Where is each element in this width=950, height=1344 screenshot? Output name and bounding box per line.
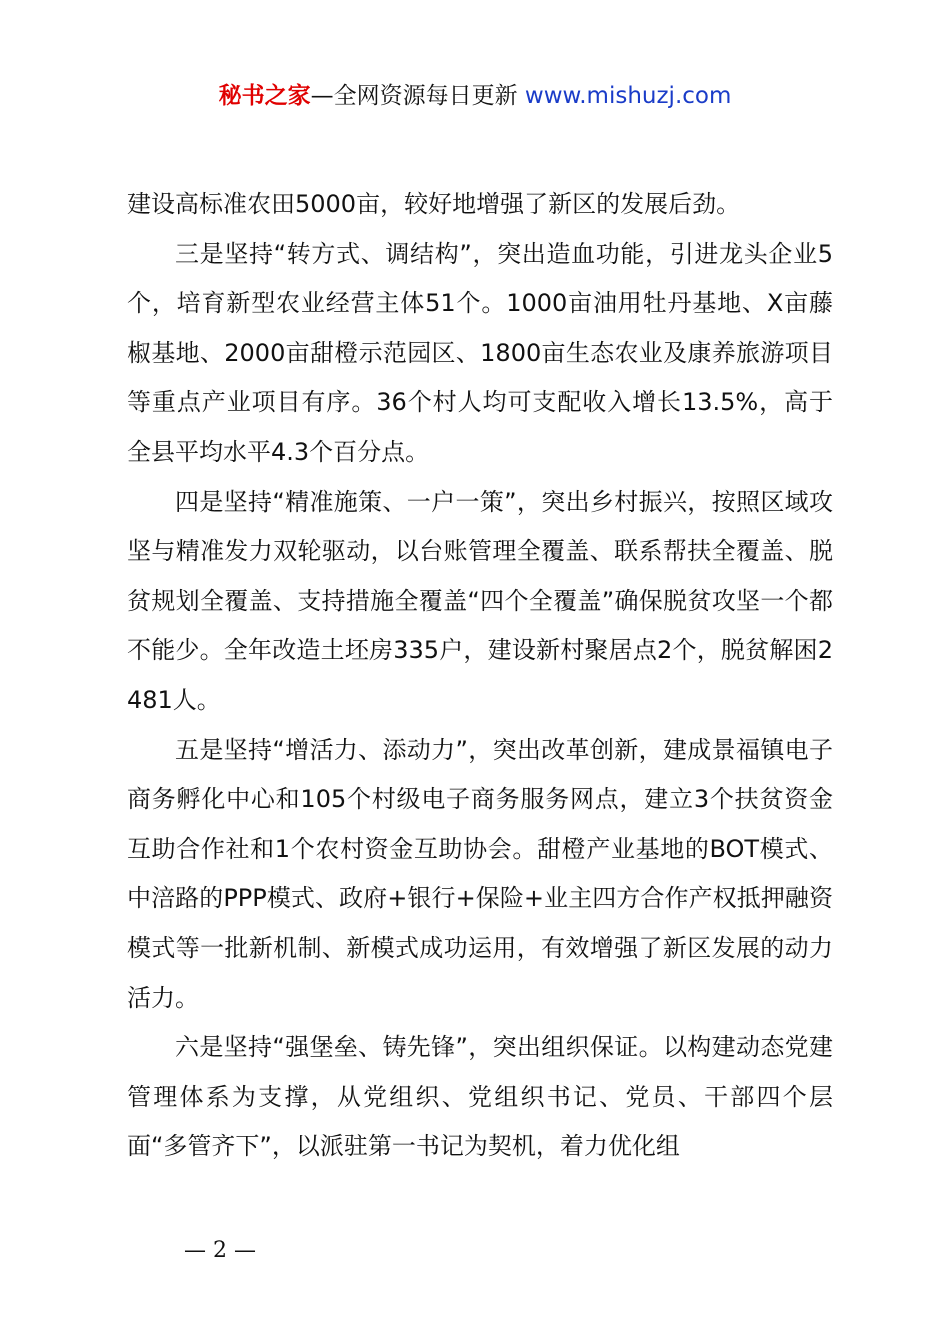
site-header	[0, 80, 950, 112]
paragraph-point-five: 五是坚持“增活力、添动力”，突出改革创新，建成景福镇电子商务孵化中心和105个村级电子商务服务网点，建立3个扶贫资金互助合作社和1个农村资金互助协会。甜橙产业基地的BOT模式、中涪路的PPP模式、政府+银行+保险+业主四方合作产权抵押融资模式等一批新机制、新模式成功运用，有效增强了新区发展的动力活力。	[127, 735, 833, 1012]
paragraph-point-six: 六是坚持“强堡垒、铸先锋”，突出组织保证。以构建动态党建管理体系为支撑，从党组织、党组织书记、党员、干部四个层面“多管齐下”，以派驻第一书记为契机，着力优化组	[127, 1033, 833, 1161]
site-slogan: —全网资源每日更新	[310, 83, 518, 109]
paragraph-continuation: 建设高标准农田5000亩，较好地增强了新区的发展后劲。	[127, 190, 741, 218]
document-body	[127, 180, 833, 1172]
site-url-link[interactable]: www.mishuzj.com	[524, 83, 732, 109]
paragraph-point-three: 三是坚持“转方式、调结构”，突出造血功能，引进龙头企业5个，培育新型农业经营主体51个。1000亩油用牡丹基地、X亩藤椒基地、2000亩甜橙示范园区、1800亩生态农业及康养旅游项目等重点产业项目有序。36个村人均可支配收入增长13.5%，高于全县平均水平4.3个百分点。	[127, 239, 833, 466]
site-brand: 秘书之家	[218, 83, 311, 109]
paragraph-point-four: 四是坚持“精准施策、一户一策”，突出乡村振兴，按照区域攻坚与精准发力双轮驱动，以台账管理全覆盖、联系帮扶全覆盖、脱贫规划全覆盖、支持措施全覆盖“四个全覆盖”确保脱贫攻坚一个都不能少。全年改造土坯房335户，建设新村聚居点2个，脱贫解困2481人。	[127, 487, 833, 714]
page-number: — 2 —	[184, 1238, 256, 1263]
